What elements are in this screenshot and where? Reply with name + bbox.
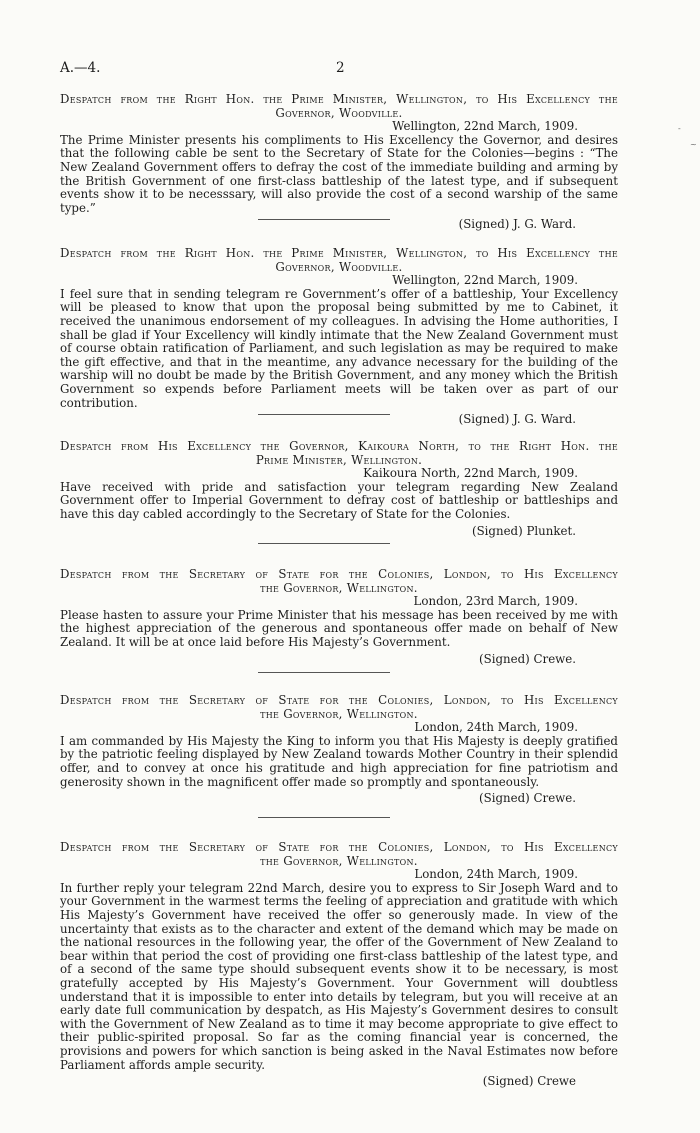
despatch-body: Have received with pride and satisfaction your telegram regarding New Zealand Government offer to Imperial Government to defray cost of battleship or battleships and have this day cabled accordingly to the Secretary of State for the Colonies. [60,479,618,521]
despatch-3 [60,440,618,538]
section-divider [258,414,390,415]
margin-mark: - [678,124,681,133]
document-reference: A.—4. [60,60,101,76]
despatch-dateline: London, 23rd March, 1909. [413,594,578,609]
despatch-dateline: Wellington, 22nd March, 1909. [392,273,578,288]
despatch-1 [60,93,618,232]
despatch-4 [60,568,618,666]
despatch-heading: Despatch from the Secretary of State for the Colonies, London, to His Excellency [60,840,618,854]
despatch-heading: Despatch from His Excellency the Governor, Kaikoura North, to the Right Hon. the [60,439,618,453]
despatch-heading-recipient: Governor, Woodville. [275,105,403,120]
despatch-signature: (Signed) J. G. Ward. [458,217,576,232]
despatch-heading-recipient: Prime Minister, Wellington. [255,452,423,467]
despatch-5 [60,694,618,806]
despatch-heading: Despatch from the Right Hon. the Prime Minister, Wellington, to His Excellency the [60,92,618,106]
despatch-dateline: Wellington, 22nd March, 1909. [392,119,578,134]
page-number: 2 [336,60,345,76]
despatch-heading: Despatch from the Right Hon. the Prime Minister, Wellington, to His Excellency the [60,246,618,260]
despatch-body: I am commanded by His Majesty the King to inform you that His Majesty is deeply gratified by the patriotic feeling displayed by New Zealand towards Mother Country in their splendid offer, and to convey at once his gratitude and high appreciation for fine patriotism and generosity shown in the magnificent offer made so promptly and spontaneously. [60,733,618,789]
despatch-heading-recipient: the Governor, Wellington. [260,853,418,868]
despatch-6 [60,841,618,1089]
despatch-dateline: London, 24th March, 1909. [414,720,578,735]
section-divider [258,672,390,673]
despatch-signature: (Signed) Crewe. [479,791,576,806]
despatch-heading-recipient: the Governor, Wellington. [260,580,418,595]
despatch-body: The Prime Minister presents his compliments to His Excellency the Governor, and desires that the following cable be sent to the Secretary of State for the Colonies—begins : “The New Zealand Government offers to defray the cost of the immediate building and arming by the British Government of one first-class battleship of the latest type, and if subsequent events show it to be necesssary, will also provide the cost of a second warship of the same type.” [60,132,618,215]
despatch-signature: (Signed) Plunket. [471,523,576,538]
despatch-dateline: Kaikoura North, 22nd March, 1909. [363,466,578,481]
despatch-heading-recipient: the Governor, Wellington. [260,706,418,721]
section-divider [258,219,390,220]
section-divider [258,543,390,544]
margin-mark: ~ [690,140,697,149]
despatch-body: Please hasten to assure your Prime Minister that his message has been received by me with the highest appreciation of the generous and spontaneous offer made on behalf of New Zealand. It will be at once laid before His Majesty’s Government. [60,607,618,649]
despatch-signature: (Signed) Crewe [482,1074,576,1089]
despatch-signature: (Signed) J. G. Ward. [458,412,576,427]
despatch-body: I feel sure that in sending telegram re Government’s offer of a battleship, Your Excellency will be pleased to know that upon the proposal being submitted by me to Cabinet, it received the unanimous endorsement of my colleagues. In advising the Home authorities, I shall be glad if Your Excellency will kindly intimate that the New Zealand Government must of course obtain ratification of Parliament, and such legislation as may be required to make the gift effective, and that in the meantime, any advance necessary for the building of the warship will no doubt be made by the British Government, and any money which the British Government so expends before Parliament meets will be taken over as part of our contribution. [60,286,618,410]
despatch-dateline: London, 24th March, 1909. [414,867,578,882]
despatch-heading: Despatch from the Secretary of State for the Colonies, London, to His Excellency [60,567,618,581]
despatch-heading-recipient: Governor, Woodville. [275,259,403,274]
despatch-heading: Despatch from the Secretary of State for the Colonies, London, to His Excellency [60,693,618,707]
despatch-body: In further reply your telegram 22nd March, desire you to express to Sir Joseph Ward and to your Government in the warmest terms the feeling of appreciation and gratitude with which His Majesty’s Government have received the offer so generously made. In view of the uncertainty that exists as to the character and extent of the demand which may be made on the national resources in the following year, the offer of the Government of New Zealand to bear within that period the cost of providing one first-class battleship of the latest type, and of a second of the same type should subsequent events show it to be necessary, is most gratefully accepted by His Majesty’s Government. Your Government will doubtless understand that it is impossible to enter into details by telegram, but you will receive at an early date full communication by despatch, as His Majesty’s Government desires to consult with the Government of New Zealand as to time it may become appropriate to give effect to their public-spirited proposal. So far as the coming financial year is concerned, the provisions and powers for which sanction is being asked in the Naval Estimates now before Parliament affords ample security. [60,880,618,1072]
despatch-signature: (Signed) Crewe. [479,651,576,666]
section-divider [258,817,390,818]
despatch-2 [60,247,618,427]
